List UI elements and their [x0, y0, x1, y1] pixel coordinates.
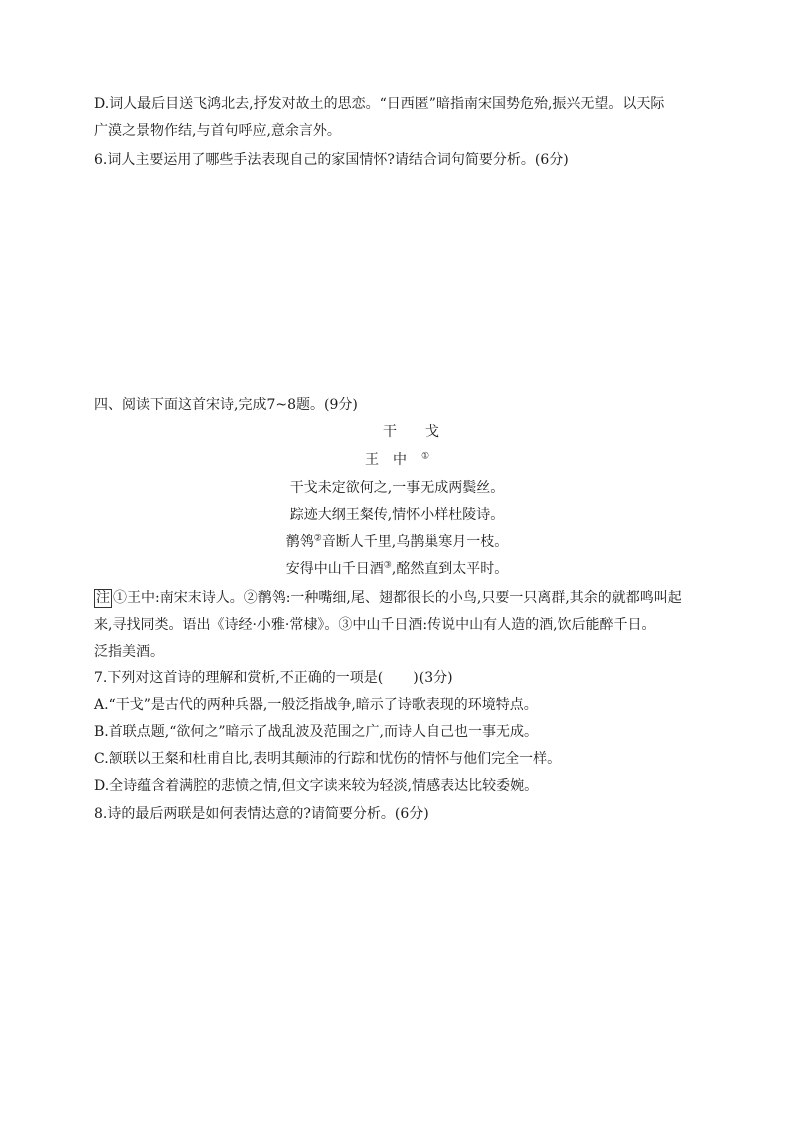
notes-label: 注 — [96, 590, 110, 606]
question-6: 6.词人主要运用了哪些手法表现自己的家国情怀?请结合词句简要分析。(6分) — [94, 152, 569, 168]
question-7-stem — [94, 668, 453, 688]
poem-line-4 — [0, 559, 794, 579]
note-3-marker: ③ — [383, 560, 392, 571]
question-7-option-c: C.颔联以王粲和杜甫自比,表明其颠沛的行踪和忧伤的情怀与他们完全一样。 — [94, 751, 562, 767]
poem-line-4-part-b: ,酩然直到太平时。 — [391, 561, 509, 577]
poem-author-name: 王中 — [364, 452, 421, 468]
notes-line-2: 来,寻找同类。语出《诗经·小雅·常棣》。③中山千日酒:传说中山有人造的酒,饮后能醉千日。 — [94, 617, 656, 633]
section-4-heading: 四、阅读下面这首宋诗,完成7~8题。(9分) — [94, 397, 358, 413]
question-7-option-b: B.首联点题,“欲何之”暗示了战乱波及范围之广,而诗人自己也一事无成。 — [94, 724, 538, 740]
notes-line-3: 泛指美酒。 — [94, 644, 164, 660]
question-7-stem-a: 7.下列对这首诗的理解和赏析,不正确的一项是( — [94, 670, 384, 686]
q5-option-d-line1: D.词人最后目送飞鸿北去,抒发对故土的思恋。“日西匿”暗指南宋国势危殆,振兴无望。以天际 — [94, 96, 665, 112]
question-7-option-d: D.全诗蕴含着满腔的悲愤之情,但文字读来较为轻淡,情感表达比较委婉。 — [94, 778, 539, 794]
notes-line-1 — [94, 588, 682, 608]
poem-line-4-part-a: 安得中山千日酒 — [285, 561, 384, 577]
poem-line-3 — [0, 532, 794, 552]
notes-text-1: ①王中:南宋末诗人。②鹡鸰:一种嘴细,尾、翅都很长的小鸟,只要一只离群,其余的就都鸣叫起 — [113, 590, 682, 606]
question-7-option-a: A.“干戈”是古代的两种兵器,一般泛指战争,暗示了诗歌表现的环境特点。 — [94, 697, 538, 713]
poem-author — [0, 450, 794, 470]
author-note-marker: ① — [420, 451, 430, 462]
poem-line-2: 踪迹大纲王粲传,情怀小样杜陵诗。 — [289, 507, 505, 523]
question-8: 8.诗的最后两联是如何表情达意的?请简要分析。(6分) — [94, 806, 429, 822]
question-7-stem-b: )(3分) — [413, 670, 453, 686]
note-2-marker: ② — [313, 533, 322, 544]
poem-line-3-part-a: 鹡鸰 — [285, 534, 314, 550]
poem-title: 干戈 — [383, 424, 467, 440]
poem-line-1: 干戈未定欲何之,一事无成两鬓丝。 — [289, 480, 505, 496]
q5-option-d-line2: 广漠之景物作结,与首句呼应,意余言外。 — [94, 123, 341, 139]
poem-line-3-part-b: 音断人千里,乌鹊巢寒月一枝。 — [321, 534, 509, 550]
